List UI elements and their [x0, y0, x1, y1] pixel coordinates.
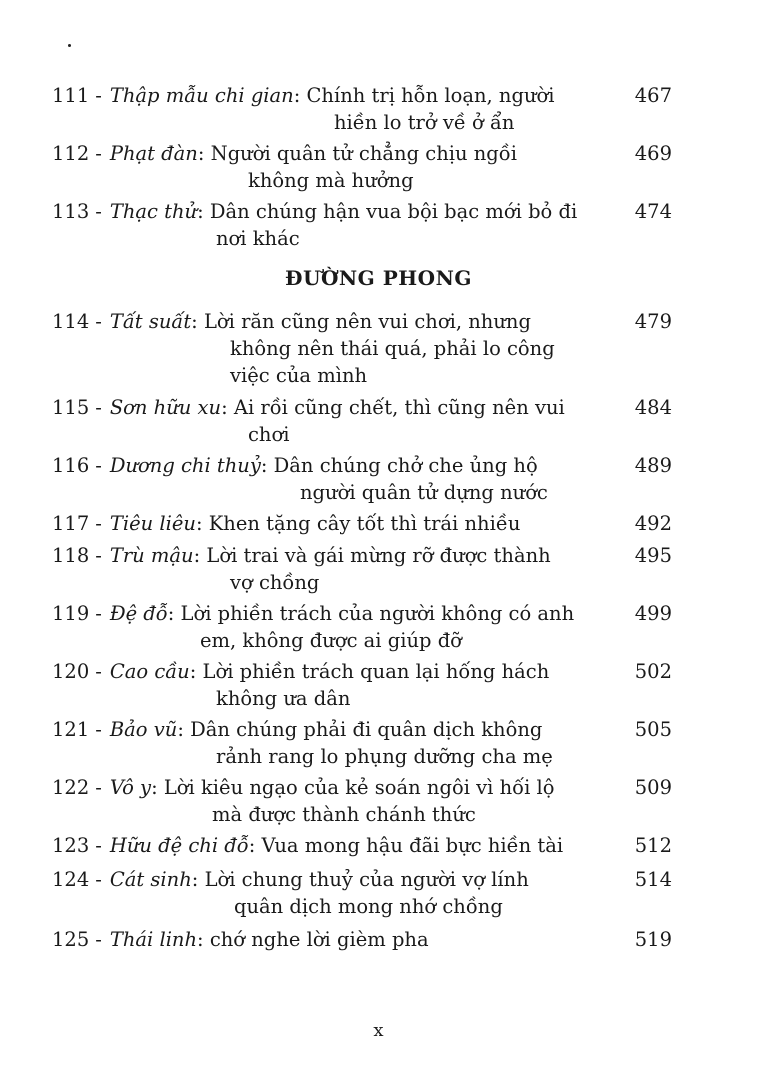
toc-entry-119: 119 - Đệ đỗ: Lời phiền trách của người không có anh 499 em, không được ai giúp đỡ [52, 602, 672, 652]
entry-continuation: người quân tử dựng nước [300, 481, 548, 504]
entry-continuation: chơi [248, 423, 290, 446]
entry-continuation: hiền lo trở về ở ẩn [334, 111, 515, 134]
entry-continuation: em, không được ai giúp đỡ [200, 629, 462, 652]
entry-number: 125 [52, 928, 90, 951]
entry-number: 115 [52, 396, 90, 419]
entry-description: Lời trai và gái mừng rỡ được thành [206, 544, 551, 567]
entry-title: Đệ đỗ [109, 602, 168, 625]
entry-page: 502 [634, 660, 672, 683]
entry-title: Trù mậu [109, 544, 194, 567]
entry-continuation: vợ chồng [230, 571, 320, 594]
toc-entry-111: 111 - Thập mẫu chi gian: Chính trị hỗn loạn, người 467 hiền lo trở về ở ẩn [52, 84, 672, 134]
entry-number: 123 [52, 834, 90, 857]
entry-description: Lời phiền trách của người không có anh [180, 602, 575, 625]
toc-entry-123: 123 - Hữu đệ chi đỗ: Vua mong hậu đãi bực hiền tài 512 [52, 834, 672, 857]
entry-title: Dương chi thuỷ [109, 454, 261, 477]
toc-entry-116: 116 - Dương chi thuỷ: Dân chúng chở che ủng hộ 489 người quân tử dựng nước [52, 454, 672, 504]
entry-description: Lời kiêu ngạo của kẻ soán ngôi vì hối lộ [163, 776, 555, 799]
entry-page: 499 [634, 602, 672, 625]
entry-continuation: mà được thành chánh thức [212, 803, 476, 826]
entry-page: 489 [634, 454, 672, 477]
entry-number: 122 [52, 776, 90, 799]
page-number-footer: x [373, 1020, 384, 1041]
entry-title: Phạt đàn [109, 142, 198, 165]
toc-entry-125: 125 - Thái linh: chớ nghe lời gièm pha 519 [52, 928, 672, 951]
entry-number: 113 [52, 200, 90, 223]
toc-entry-121: 121 - Bảo vũ: Dân chúng phải đi quân dịch không 505 rảnh rang lo phụng dưỡng cha mẹ [52, 718, 672, 768]
toc-entry-113: 113 - Thạc thử: Dân chúng hận vua bội bạc mới bỏ đi 474 nơi khác [52, 200, 672, 250]
entry-description: chớ nghe lời gièm pha [209, 928, 429, 951]
entry-title: Thái linh [109, 928, 198, 951]
entry-number: 120 [52, 660, 90, 683]
entry-description: Lời chung thuỷ của người vợ lính [204, 868, 529, 891]
entry-title: Bảo vũ [109, 718, 178, 741]
toc-entry-115: 115 - Sơn hữu xu: Ai rồi cũng chết, thì cũng nên vui 484 chơi [52, 396, 672, 446]
entry-page: 509 [634, 776, 672, 799]
section-heading: ĐƯỜNG PHONG [285, 266, 472, 290]
toc-entry-122: 122 - Vô y: Lời kiêu ngạo của kẻ soán ngôi vì hối lộ 509 mà được thành chánh thức [52, 776, 672, 826]
entry-continuation-2: việc của mình [230, 364, 368, 387]
entry-number: 117 [52, 512, 90, 535]
entry-title: Cao cầu [109, 660, 190, 683]
entry-title: Thạc thử [109, 200, 198, 223]
entry-title: Vô y [109, 776, 152, 799]
entry-page: 469 [634, 142, 672, 165]
entry-continuation: không mà hưởng [248, 169, 414, 192]
entry-title: Tất suất [109, 310, 192, 333]
entry-page: 479 [634, 310, 672, 333]
entry-title: Thập mẫu chi gian [109, 84, 294, 107]
toc-entry-118: 118 - Trù mậu: Lời trai và gái mừng rỡ được thành 495 vợ chồng [52, 544, 672, 594]
entry-number: 111 [52, 84, 90, 107]
entry-number: 116 [52, 454, 90, 477]
toc-entry-112: 112 - Phạt đàn: Người quân tử chẳng chịu ngồi 469 không mà hưởng [52, 142, 672, 192]
entry-description: Ai rồi cũng chết, thì cũng nên vui [233, 396, 565, 419]
entry-page: 495 [634, 544, 672, 567]
entry-title: Sơn hữu xu [109, 396, 222, 419]
entry-continuation: không ưa dân [216, 687, 351, 710]
entry-continuation: quân dịch mong nhớ chồng [234, 895, 503, 918]
entry-description: Khen tặng cây tốt thì trái nhiều [208, 512, 521, 535]
toc-entry-114: 114 - Tất suất: Lời răn cũng nên vui chơi, nhưng 479 không nên thái quá, phải lo công việc của mình [52, 310, 672, 387]
entry-page: 492 [634, 512, 672, 535]
entry-page: 484 [634, 396, 672, 419]
entry-page: 512 [634, 834, 672, 857]
stray-dot [68, 44, 71, 47]
toc-entry-120: 120 - Cao cầu: Lời phiền trách quan lại hống hách 502 không ưa dân [52, 660, 672, 710]
entry-description: Chính trị hỗn loạn, người [306, 84, 555, 107]
entry-number: 119 [52, 602, 90, 625]
entry-description: Dân chúng hận vua bội bạc mới bỏ đi [209, 200, 578, 223]
entry-title: Tiêu liêu [109, 512, 196, 535]
entry-number: 118 [52, 544, 90, 567]
entry-description: Dân chúng chở che ủng hộ [273, 454, 538, 477]
entry-description: Vua mong hậu đãi bực hiền tài [261, 834, 564, 857]
toc-entry-117: 117 - Tiêu liêu: Khen tặng cây tốt thì trái nhiều 492 [52, 512, 672, 535]
entry-continuation: không nên thái quá, phải lo công [230, 337, 555, 360]
entry-continuation: rảnh rang lo phụng dưỡng cha mẹ [216, 745, 553, 768]
entry-number: 124 [52, 868, 90, 891]
entry-description: Lời răn cũng nên vui chơi, nhưng [203, 310, 531, 333]
entry-description: Lời phiền trách quan lại hống hách [202, 660, 550, 683]
entry-number: 114 [52, 310, 90, 333]
entry-page: 467 [634, 84, 672, 107]
entry-continuation: nơi khác [216, 227, 300, 250]
toc-entry-124: 124 - Cát sinh: Lời chung thuỷ của người vợ lính 514 quân dịch mong nhớ chồng [52, 868, 672, 918]
entry-page: 505 [634, 718, 672, 741]
entry-title: Hữu đệ chi đỗ [109, 834, 249, 857]
entry-page: 474 [634, 200, 672, 223]
entry-page: 519 [634, 928, 672, 951]
entry-title: Cát sinh [109, 868, 192, 891]
entry-page: 514 [634, 868, 672, 891]
entry-description: Dân chúng phải đi quân dịch không [190, 718, 543, 741]
entry-description: Người quân tử chẳng chịu ngồi [210, 142, 517, 165]
entry-number: 112 [52, 142, 90, 165]
entry-number: 121 [52, 718, 90, 741]
